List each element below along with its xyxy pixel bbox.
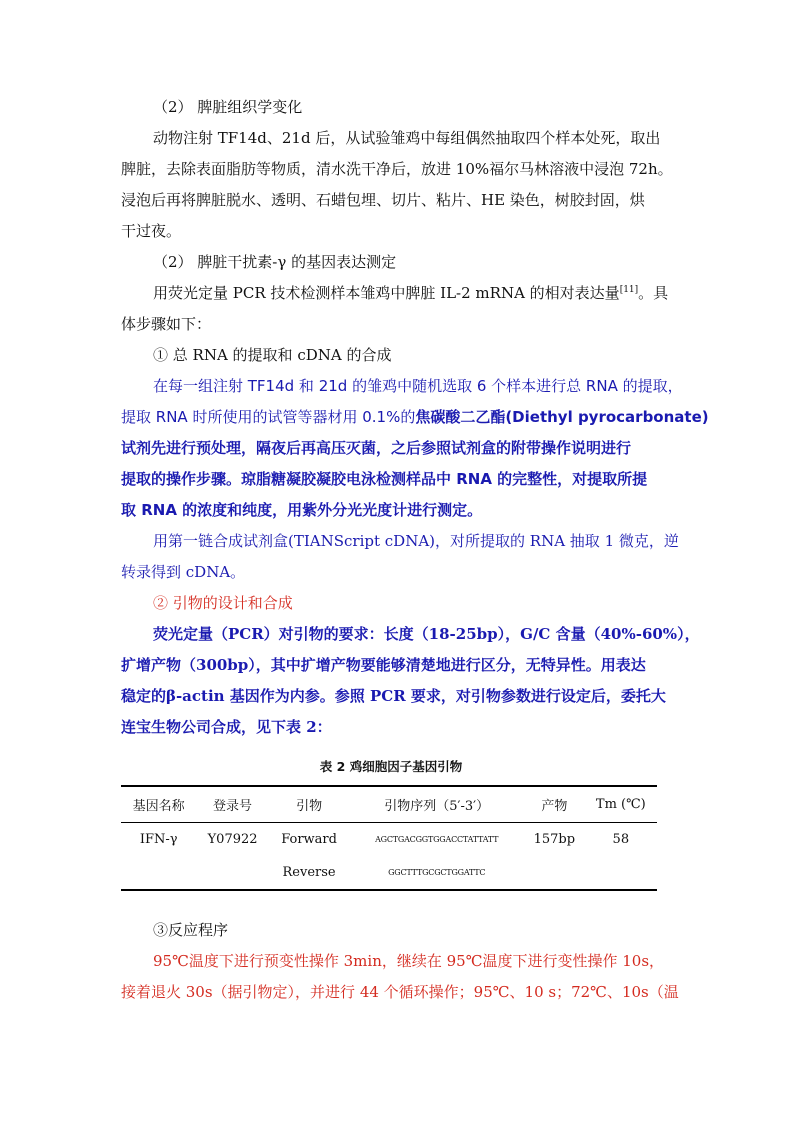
paragraph-text: 用荧光定量 PCR 技术检测样本雏鸡中脾脏 IL-2 mRNA 的相对表达量 xyxy=(153,284,620,302)
column-header: Tm (℃) xyxy=(595,797,646,812)
paragraph-line xyxy=(121,402,709,433)
table-row xyxy=(121,856,657,890)
table-cell: 58 xyxy=(612,832,630,847)
subsection-heading: ② 引物的设计和合成 xyxy=(153,594,293,612)
document-page xyxy=(121,92,709,1008)
subsection-heading: ③反应程序 xyxy=(153,921,229,939)
table-caption: 表 2 鸡细胞因子基因引物 xyxy=(319,759,463,774)
paragraph-line: 动物注射 TF14d、21d 后，从试验雏鸡中每组偶然抽取四个样本处死，取出 xyxy=(153,129,661,147)
paragraph-line xyxy=(121,278,669,309)
primer-sequence-cell: AGCTGACGGTGGACCTATTATT xyxy=(375,835,499,844)
table-cell: Y07922 xyxy=(207,832,258,847)
paragraph-line: 转录得到 cDNA。 xyxy=(121,563,246,581)
paragraph-line: 取 RNA 的浓度和纯度，用紫外分光光度计进行测定。 xyxy=(121,501,483,519)
table-cell: Reverse xyxy=(282,865,336,880)
table-cell xyxy=(196,856,268,890)
paragraph-line: 体步骤如下： xyxy=(121,315,212,333)
column-header: 引物 xyxy=(296,799,323,814)
table-cell: Forward xyxy=(281,832,337,847)
subsection-heading: ① 总 RNA 的提取和 cDNA 的合成 xyxy=(153,346,392,364)
table-cell xyxy=(524,856,585,890)
paragraph-text: 提取 RNA 时所使用的试管等器材用 0.1%的 xyxy=(121,408,416,426)
table-row xyxy=(121,823,657,857)
primer-table xyxy=(121,785,657,891)
table-header-row xyxy=(121,786,657,823)
column-header: 产物 xyxy=(541,799,568,814)
paragraph-line: 用第一链合成试剂盒(TIANScript cDNA)，对所提取的 RNA 抽取 1 微克，逆 xyxy=(153,532,679,550)
paragraph-line: 干过夜。 xyxy=(121,222,182,240)
column-header: 引物序列（5′-3′） xyxy=(384,799,490,814)
column-header: 基因名称 xyxy=(132,799,185,814)
chemical-name: 焦碳酸二乙酯(Diethyl pyrocarbonate) xyxy=(415,408,709,426)
paragraph-line: 浸泡后再将脾脏脱水、透明、石蜡包埋、切片、粘片、HE 染色，树胶封固，烘 xyxy=(121,191,645,209)
paragraph-line: 脾脏，去除表面脂肪等物质，清水洗干净后，放进 10%福尔马林溶液中浸泡 72h。 xyxy=(121,160,673,178)
paragraph-line: 试剂先进行预处理，隔夜后再高压灭菌，之后参照试剂盒的附带操作说明进行 xyxy=(121,439,632,457)
section-heading: （2） 脾脏组织学变化 xyxy=(153,98,303,116)
citation-ref[interactable]: [11] xyxy=(619,285,639,295)
paragraph-line: 荧光定量（PCR）对引物的要求：长度（18-25bp），G/C 含量（40%-60%）， xyxy=(153,625,700,643)
paragraph-line: 稳定的β-actin 基因作为内参。参照 PCR 要求，对引物参数进行设定后，委托大 xyxy=(121,687,666,705)
table-cell xyxy=(585,856,657,890)
primer-sequence-cell: GGCTTTGCGCTGGATTC xyxy=(388,868,486,877)
table-cell: IFN-γ xyxy=(139,832,178,847)
paragraph-line: 接着退火 30s（据引物定），并进行 44 个循环操作；95℃、10 s；72℃、10s（温 xyxy=(121,983,679,1001)
paragraph-line: 在每一组注射 TF14d 和 21d 的雏鸡中随机选取 6 个样本进行总 RNA 的提取， xyxy=(153,377,683,395)
paragraph-line: 95℃温度下进行预变性操作 3min，继续在 95℃温度下进行变性操作 10s， xyxy=(153,952,665,970)
paragraph-text: 。具 xyxy=(638,284,669,302)
paragraph-line: 扩增产物（300bp），其中扩增产物要能够清楚地进行区分，无特异性。用表达 xyxy=(121,656,646,674)
column-header: 登录号 xyxy=(213,799,253,814)
paragraph-line: 连宝生物公司合成，见下表 2： xyxy=(121,718,332,736)
table-cell: 157bp xyxy=(533,832,576,847)
paragraph-line: 提取的操作步骤。琼脂糖凝胶凝胶电泳检测样品中 RNA 的完整性，对提取所提 xyxy=(121,470,648,488)
section-heading: （2） 脾脏干扰素-γ 的基因表达测定 xyxy=(153,253,397,271)
table-cell xyxy=(121,856,196,890)
